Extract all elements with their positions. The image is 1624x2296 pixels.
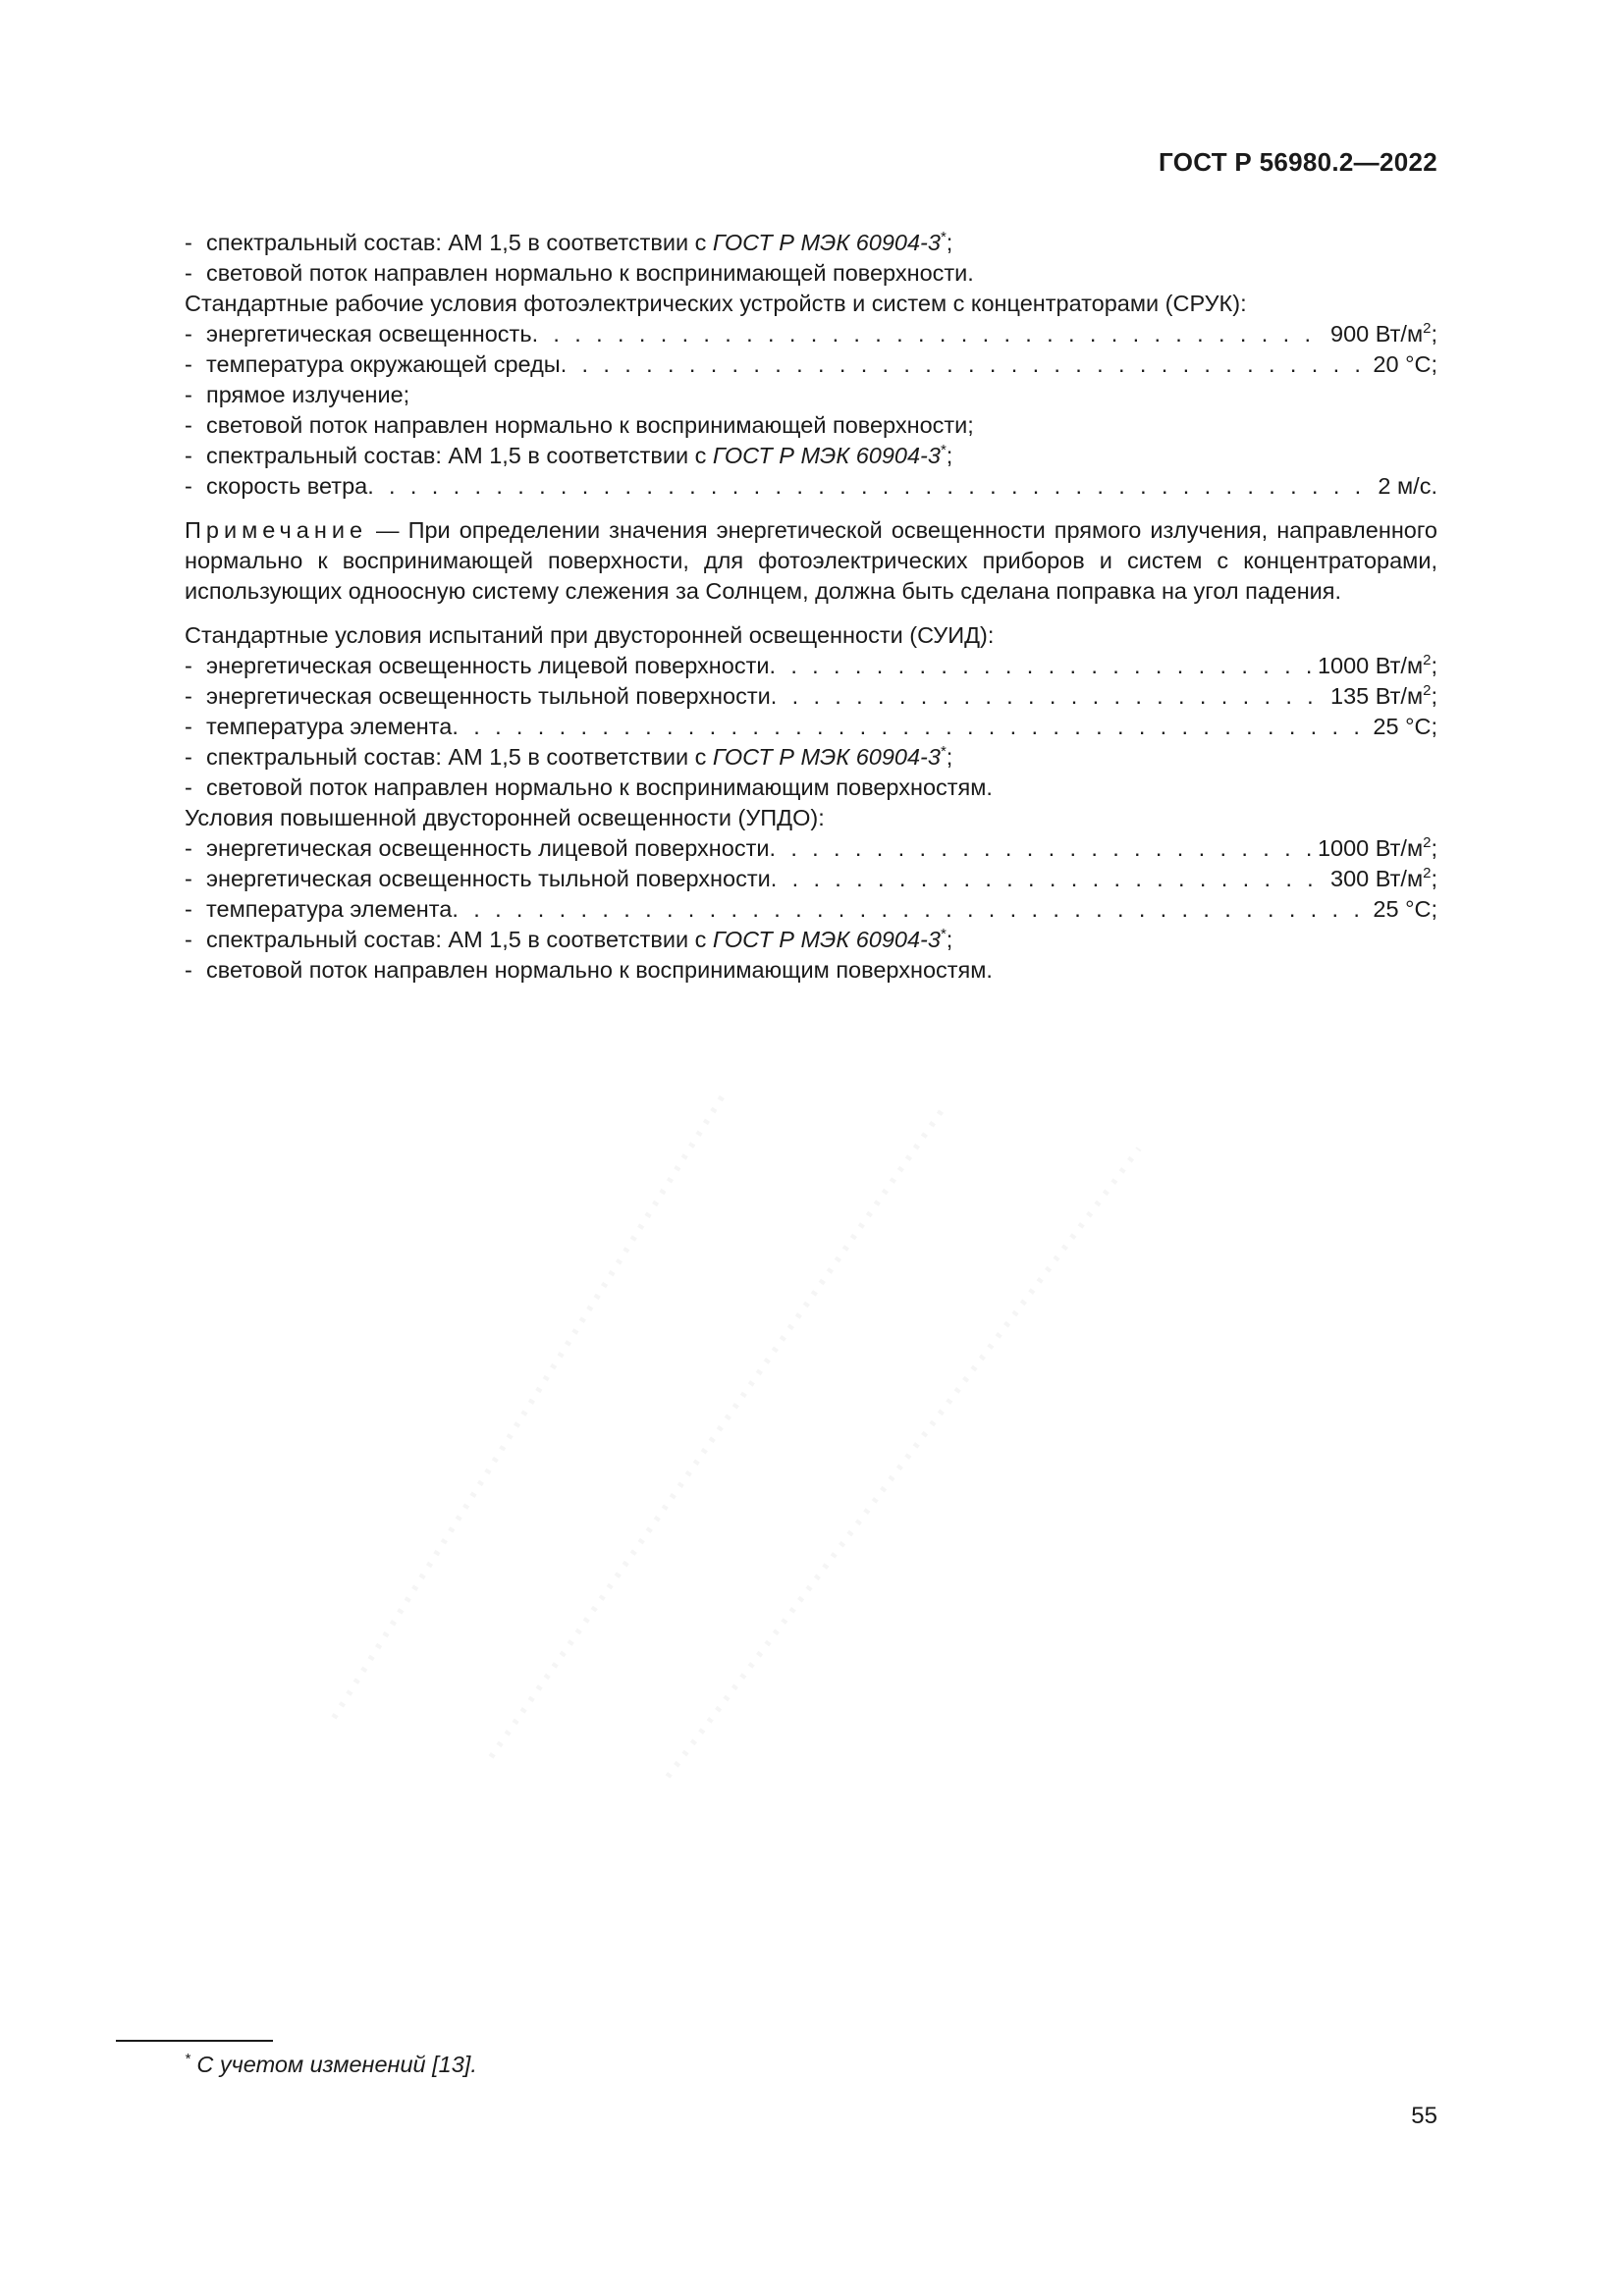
page-body [185,228,1437,986]
note-paragraph: Примечание — При определении значения энергетической освещенности прямого излучения, направленного нормально к воспринимающей поверхности, для фотоэлектрических приборов и систем с концентраторами, использующих одноосную систему слежения за Солнцем, должна быть сделана поправка на угол падения. [185,517,1437,604]
list-item: - спектральный состав: АМ 1,5 в соответствии с ГОСТ Р МЭК 60904-3*; [185,926,953,952]
list-item: - энергетическая освещенность тыльной поверхности . . . 135 $Вт/м^2$; [185,681,1437,712]
list-item: - энергетическая освещенность лицевой поверхности . . . 1000 $Вт/м^2$; [185,651,1437,681]
standard-header: ГОСТ Р 56980.2—2022 [1159,147,1437,177]
section-heading-updo: Условия повышенной двусторонней освещенности (УПДО): [185,805,825,830]
list-item: - температура окружающей среды . . . 20 °C; [185,349,1437,380]
standard-reference: ГОСТ Р МЭК 60904-3 [712,443,941,468]
list-item: - температура элемента . . . 25 °C; [185,894,1437,925]
footnote: * С учетом изменений [13]. [185,2051,477,2077]
footnote-mark: * [185,2051,190,2067]
section-heading-sruk: Стандартные рабочие условия фотоэлектрических устройств и систем с концентраторами (СРУК): [185,291,1247,316]
list-item: - энергетическая освещенность тыльной поверхности . . . 300 $Вт/м^2$; [185,864,1437,894]
standard-reference: ГОСТ Р МЭК 60904-3 [712,744,941,770]
list-dash: - [185,230,192,255]
list-item: -световой поток направлен нормально к воспринимающей поверхности. [185,260,974,286]
standard-reference: ГОСТ Р МЭК 60904-3 [712,927,941,952]
footnote-marker: * [940,229,947,245]
faint-watermark [255,1031,1237,1816]
list-item: - световой поток направлен нормально к воспринимающей поверхности; [185,412,974,438]
list-item: -спектральный состав: АМ 1,5 в соответствии с ГОСТ Р МЭК 60904-3*; [185,228,1437,258]
list-item: - скорость ветра . . . 2 м/с. [185,471,1437,502]
footnote-divider [116,2040,273,2042]
list-item: - световой поток направлен нормально к воспринимающим поверхностям. [185,957,993,983]
list-item: - энергетическая освещенность лицевой поверхности . . . 1000 $Вт/м^2$; [185,833,1437,864]
note-label: Примечание [185,517,368,543]
section-heading-suid: Стандартные условия испытаний при двусторонней освещенности (СУИД): [185,622,995,648]
page-number: 55 [1411,2103,1437,2129]
list-item: - спектральный состав: АМ 1,5 в соответствии с ГОСТ Р МЭК 60904-3*; [185,442,953,468]
standard-reference: ГОСТ Р МЭК 60904-3 [712,230,941,255]
list-item: - прямое излучение; [185,382,410,407]
leader-dots [532,319,1326,349]
list-item: - световой поток направлен нормально к воспринимающим поверхностям. [185,774,993,800]
list-item: - температура элемента . . . 25 °C; [185,712,1437,742]
list-item: - спектральный состав: АМ 1,5 в соответствии с ГОСТ Р МЭК 60904-3*; [185,743,953,770]
list-item: - энергетическая освещенность . . . 900 $Вт/м^2$; [185,319,1437,349]
